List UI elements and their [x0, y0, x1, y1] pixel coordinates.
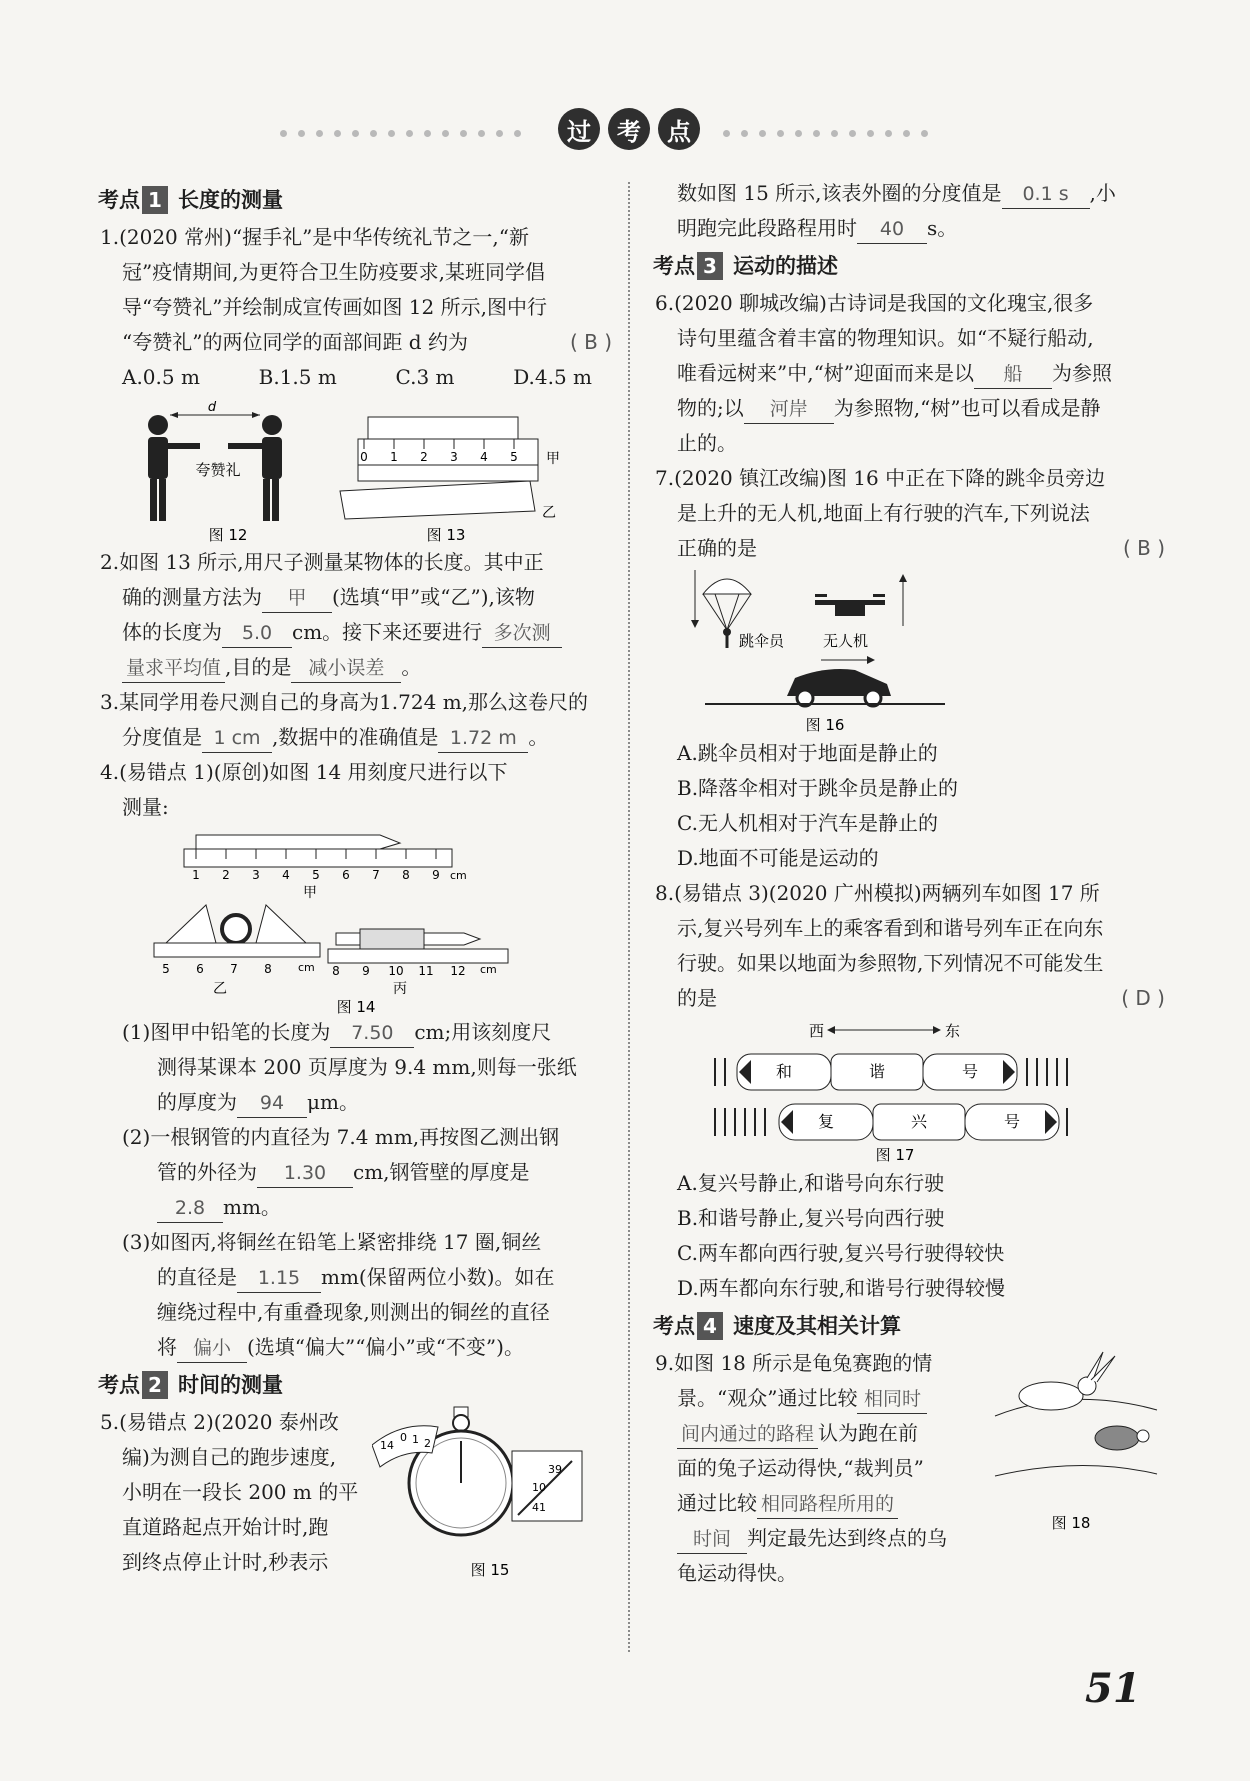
q4-answer-3: 1.30	[257, 1159, 353, 1188]
q4-text: mm。	[223, 1195, 281, 1219]
q8-option-b: B.和谐号静止,复兴号向西行驶	[677, 1206, 945, 1230]
q2-line: 2.如图 13 所示,用尺子测量某物体的长度。其中正	[100, 550, 544, 574]
q5-text: 明跑完此段路程用时	[677, 216, 857, 240]
fig15-number: 0	[400, 1431, 407, 1444]
fig17-car: 谐	[868, 1062, 886, 1081]
q9-text: 判定最先达到终点的乌	[747, 1526, 947, 1550]
q1-options	[100, 360, 612, 395]
fig13-caption: 图 13	[426, 526, 466, 544]
q3-text: 。	[528, 725, 549, 749]
q2-text: ,目的是	[225, 655, 292, 679]
fig14-caption: 图 14	[336, 998, 376, 1015]
fig17-illustration	[655, 1016, 1165, 1166]
q4-line: 测量:	[122, 795, 169, 819]
q9-line: 龟运动得快。	[677, 1561, 797, 1585]
section-title: 速度及其相关计算	[733, 1313, 901, 1338]
fig14-label-yi: 乙	[213, 981, 227, 997]
q2-answer-4: 减小误差	[291, 654, 401, 683]
section-number: 4	[697, 1312, 723, 1340]
section-number: 2	[142, 1371, 168, 1399]
q2-text: cm。接下来还要进行	[292, 620, 483, 644]
fig14-tick: 7	[372, 868, 380, 882]
left-column	[100, 180, 612, 1583]
fig13-label-jia: 甲	[546, 451, 560, 467]
fig14-label-jia: 甲	[303, 885, 317, 901]
fig16-label-drone: 无人机	[823, 632, 869, 650]
fig14-tick: 4	[282, 868, 290, 882]
fig14-tick: 7	[230, 962, 238, 976]
fig13-tick: 3	[450, 450, 458, 464]
question-2	[100, 545, 612, 685]
q4-line: 4.(易错点 1)(原创)如图 14 用刻度尺进行以下	[100, 760, 508, 784]
q4-text: (选填“偏大”“偏小”或“不变”)。	[247, 1335, 524, 1359]
header-dots-right	[723, 130, 928, 138]
q9-answer-2-cont: 时间	[677, 1525, 747, 1554]
fig15-number: 14	[380, 1439, 394, 1452]
q5-line: 到终点停止计时,秒表示	[122, 1550, 329, 1574]
q5-text: 数如图 15 所示,该表外圈的分度值是	[677, 181, 1002, 205]
fig13-label-yi: 乙	[542, 505, 556, 521]
q4-text: cm;用该刻度尺	[414, 1020, 552, 1044]
q6-text: 唯看远树来”中,“树”迎面而来是以	[677, 361, 975, 385]
q1-option-b: B.1.5 m	[258, 365, 337, 389]
page-number: 51	[1085, 1665, 1141, 1712]
section-prefix: 考点	[653, 253, 695, 278]
figure-14	[100, 825, 612, 1015]
fig14-label-bing: 丙	[393, 981, 407, 997]
fig14-tick: 2	[222, 868, 230, 882]
fig16-illustration	[655, 566, 1165, 736]
q5-text: s。	[927, 216, 958, 240]
q6-line: 诗句里蕴含着丰富的物理知识。如“不疑行船动,	[677, 326, 1094, 350]
q9-text: 认为跑在前	[818, 1421, 919, 1445]
fig15-stopwatch	[372, 1405, 612, 1583]
fig14-tick: 5	[162, 962, 170, 976]
question-8-options	[655, 1166, 1165, 1306]
question-4-parts	[100, 1015, 612, 1365]
fig15-number: 2	[424, 1437, 431, 1450]
fig14-yi-setup	[154, 905, 320, 957]
q9-answer-2: 相同路程所用的	[757, 1490, 898, 1519]
fig14-tick: 9	[432, 868, 440, 882]
q2-answer-2: 5.0	[222, 619, 292, 648]
q8-option-a: A.复兴号静止,和谐号向东行驶	[677, 1171, 945, 1195]
fig13-tick: 5	[510, 450, 518, 464]
q1-line: 1.(2020 常州)“握手礼”是中华传统礼节之一,“新	[100, 225, 529, 249]
q9-line: 9.如图 18 所示是龟兔赛跑的情	[655, 1351, 933, 1375]
fig17-label-west: 西	[809, 1022, 825, 1040]
q9-text: 通过比较	[677, 1491, 757, 1515]
q1-option-d: D.4.5 m	[513, 365, 592, 389]
question-7-options	[655, 736, 1165, 876]
q3-line: 3.某同学用卷尺测自己的身高为1.724 m,那么这卷尺的	[100, 690, 589, 714]
fig13-tick: 0	[360, 450, 368, 464]
column-divider	[628, 182, 630, 1652]
fig17-car: 和	[775, 1062, 793, 1081]
q3-answer-1: 1 cm	[202, 724, 272, 753]
q8-line: 行驶。如果以地面为参照物,下列情况不可能发生	[677, 951, 1104, 975]
q2-answer-3-cont: 量求平均值	[122, 654, 225, 683]
q8-line: 8.(易错点 3)(2020 广州模拟)两辆列车如图 17 所	[655, 881, 1100, 905]
fig14-tick: 8	[402, 868, 410, 882]
q9-line: 面的兔子运动得快,“裁判员”	[677, 1456, 924, 1480]
q4-answer-5: 1.15	[237, 1264, 321, 1293]
q5-line: 5.(易错点 2)(2020 泰州改	[100, 1410, 339, 1434]
section-header	[280, 108, 980, 160]
header-badge: 过	[558, 108, 600, 150]
q1-line: 冠”疫情期间,为更符合卫生防疫要求,某班同学倡	[122, 260, 545, 284]
section-prefix: 考点	[98, 187, 140, 212]
q7-answer: ( B )	[1122, 536, 1165, 560]
fig14-tick: 6	[196, 962, 204, 976]
figure-17	[655, 1016, 1165, 1166]
fig15-number: 1	[412, 1433, 419, 1446]
q4-line: (2)一根钢管的内直径为 7.4 mm,再按图乙测出钢	[122, 1125, 560, 1149]
q5-answer-2: 40	[857, 215, 927, 244]
fig14-tick: 1	[192, 868, 200, 882]
q6-text: 为参照物,“树”也可以看成是静	[833, 396, 1101, 420]
q6-text: 物的;以	[677, 396, 744, 420]
q4-text: 管的外径为	[157, 1160, 257, 1184]
fig16-label-parachutist: 跳伞员	[739, 632, 785, 650]
fig12-d-label: d	[207, 400, 217, 415]
q7-line: 正确的是	[677, 536, 757, 560]
header-title	[558, 108, 700, 150]
fig14-tick: 6	[342, 868, 350, 882]
fig15-number: 10	[532, 1481, 546, 1494]
fig14-tick: 3	[252, 868, 260, 882]
fig14-unit: cm	[450, 869, 467, 882]
fig17-car: 号	[961, 1062, 979, 1081]
fig15-number: 39	[548, 1463, 562, 1476]
fig15-number: 41	[532, 1501, 546, 1514]
header-dots-left	[280, 130, 521, 138]
section-heading-3	[653, 248, 1165, 284]
fig14-tick: 9	[362, 964, 370, 978]
q8-line: 示,复兴号列车上的乘客看到和谐号列车正在向东	[677, 916, 1104, 940]
section-prefix: 考点	[98, 1372, 140, 1397]
q9-answer-1-cont: 间内通过的路程	[677, 1420, 818, 1449]
fig13-tick: 2	[420, 450, 428, 464]
fig14-illustration	[100, 825, 612, 1015]
q1-answer: ( B )	[569, 330, 612, 354]
q9-answer-1: 相同时	[857, 1385, 927, 1414]
q8-option-c: C.两车都向西行驶,复兴号行驶得较快	[677, 1241, 1005, 1265]
fig17-car: 号	[1003, 1112, 1021, 1131]
q1-line: 导“夸赞礼”并绘制成宣传画如图 12 所示,图中行	[122, 295, 547, 319]
header-badge: 考	[608, 108, 650, 150]
section-prefix: 考点	[653, 1313, 695, 1338]
fig18-caption: 图 18	[1051, 1514, 1091, 1532]
q7-option-a: A.跳伞员相对于地面是静止的	[677, 741, 938, 765]
q8-option-d: D.两车都向东行驶,和谐号行驶得较慢	[677, 1276, 1006, 1300]
q5-line: 直道路起点开始计时,跑	[122, 1515, 329, 1539]
q6-line: 6.(2020 聊城改编)古诗词是我国的文化瑰宝,很多	[655, 291, 1094, 315]
q2-text: 。	[401, 655, 422, 679]
fig14-tick: 12	[450, 964, 466, 978]
section-heading-1	[98, 182, 612, 218]
fig15-caption: 图 15	[470, 1561, 510, 1579]
q4-text: 将	[157, 1335, 177, 1359]
fig12-label: 夸赞礼	[195, 461, 241, 479]
fig17-label-east: 东	[945, 1022, 961, 1040]
fig17-car: 兴	[910, 1112, 928, 1131]
q4-text: cm,钢管壁的厚度是	[353, 1160, 530, 1184]
question-5-cont	[655, 176, 1165, 246]
question-1	[100, 220, 612, 395]
q3-text: ,数据中的准确值是	[272, 725, 439, 749]
fig14-jia-ruler	[184, 835, 452, 867]
fig14-unit: cm	[298, 961, 315, 974]
question-3	[100, 685, 612, 755]
q2-text: 体的长度为	[122, 620, 222, 644]
section-number: 1	[142, 186, 168, 214]
q4-line: (3)如图丙,将铜丝在铅笔上紧密排绕 17 圈,铜丝	[122, 1230, 542, 1254]
q6-answer-2: 河岸	[744, 395, 834, 424]
q3-answer-2: 1.72 m	[438, 724, 528, 753]
q4-line: 缠绕过程中,有重叠现象,则测出的铜丝的直径	[157, 1300, 550, 1324]
q4-line: 测得某课本 200 页厚度为 9.4 mm,则每一张纸	[157, 1055, 577, 1079]
q2-answer-1: 甲	[262, 584, 332, 613]
fig17-caption: 图 17	[875, 1146, 915, 1164]
q1-option-c: C.3 m	[395, 365, 455, 389]
fig14-bing-setup	[328, 929, 508, 963]
fig16-caption: 图 16	[805, 716, 845, 734]
fig13-tick: 4	[480, 450, 488, 464]
fig12-13-illustration	[100, 395, 612, 545]
q4-text: 的直径是	[157, 1265, 237, 1289]
q1-line: “夸赞礼”的两位同学的面部间距 d 约为	[122, 330, 468, 354]
q6-line: 止的。	[677, 431, 737, 455]
section-number: 3	[697, 252, 723, 280]
q2-text: (选填“甲”或“乙”),该物	[332, 585, 535, 609]
fig12-caption: 图 12	[208, 526, 248, 544]
fig14-tick: 5	[312, 868, 320, 882]
q3-text: 分度值是	[122, 725, 202, 749]
fig14-tick: 8	[332, 964, 340, 978]
section-title: 时间的测量	[178, 1372, 283, 1397]
question-7	[655, 461, 1165, 566]
section-heading-4	[653, 1308, 1165, 1344]
section-heading-2	[98, 1367, 612, 1403]
q5-answer-1: 0.1 s	[1002, 180, 1090, 209]
q4-answer-1: 7.50	[330, 1019, 414, 1048]
q7-line: 7.(2020 镇江改编)图 16 中正在下降的跳伞员旁边	[655, 466, 1106, 490]
q2-text: 确的测量方法为	[122, 585, 262, 609]
figures-12-13	[100, 395, 612, 545]
q7-option-c: C.无人机相对于汽车是静止的	[677, 811, 938, 835]
question-9	[655, 1346, 1165, 1596]
q4-answer-6: 偏小	[177, 1334, 247, 1363]
question-6	[655, 286, 1165, 461]
fig18-race-illustration	[991, 1346, 1161, 1536]
right-column	[655, 176, 1165, 1596]
q7-option-d: D.地面不可能是运动的	[677, 846, 879, 870]
section-title: 长度的测量	[178, 187, 283, 212]
question-8	[655, 876, 1165, 1016]
q4-answer-2: 94	[237, 1089, 307, 1118]
fig14-tick: 8	[264, 962, 272, 976]
q6-text: 为参照	[1052, 361, 1113, 385]
q4-text: mm(保留两位小数)。如在	[321, 1265, 555, 1289]
q1-option-a: A.0.5 m	[122, 365, 200, 389]
q4-answer-4: 2.8	[157, 1194, 223, 1223]
q4-text: 的厚度为	[157, 1090, 237, 1114]
question-4	[100, 755, 612, 825]
q6-answer-1: 船	[974, 360, 1052, 389]
q8-line: 的是	[677, 986, 717, 1010]
fig14-tick: 11	[418, 964, 434, 978]
fig14-unit: cm	[480, 963, 497, 976]
question-5	[100, 1405, 612, 1583]
fig17-car: 复	[817, 1112, 835, 1131]
q9-text: 景。“观众”通过比较	[677, 1386, 858, 1410]
fig13-rulers	[340, 417, 538, 519]
q5-line: 小明在一段长 200 m 的平	[122, 1480, 359, 1504]
q2-answer-3: 多次测	[482, 619, 562, 648]
q7-line: 是上升的无人机,地面上有行驶的汽车,下列说法	[677, 501, 1090, 525]
section-title: 运动的描述	[733, 253, 838, 278]
q4-text: (1)图甲中铅笔的长度为	[122, 1020, 331, 1044]
q8-answer: ( D )	[1121, 986, 1165, 1010]
fig14-tick: 10	[388, 964, 404, 978]
q7-option-b: B.降落伞相对于跳伞员是静止的	[677, 776, 959, 800]
q4-text: μm。	[307, 1090, 359, 1114]
q5-text: ,小	[1089, 181, 1116, 205]
figure-16	[655, 566, 1165, 736]
q5-line: 编)为测自己的跑步速度,	[122, 1445, 337, 1469]
fig13-tick: 1	[390, 450, 398, 464]
header-badge: 点	[658, 108, 700, 150]
